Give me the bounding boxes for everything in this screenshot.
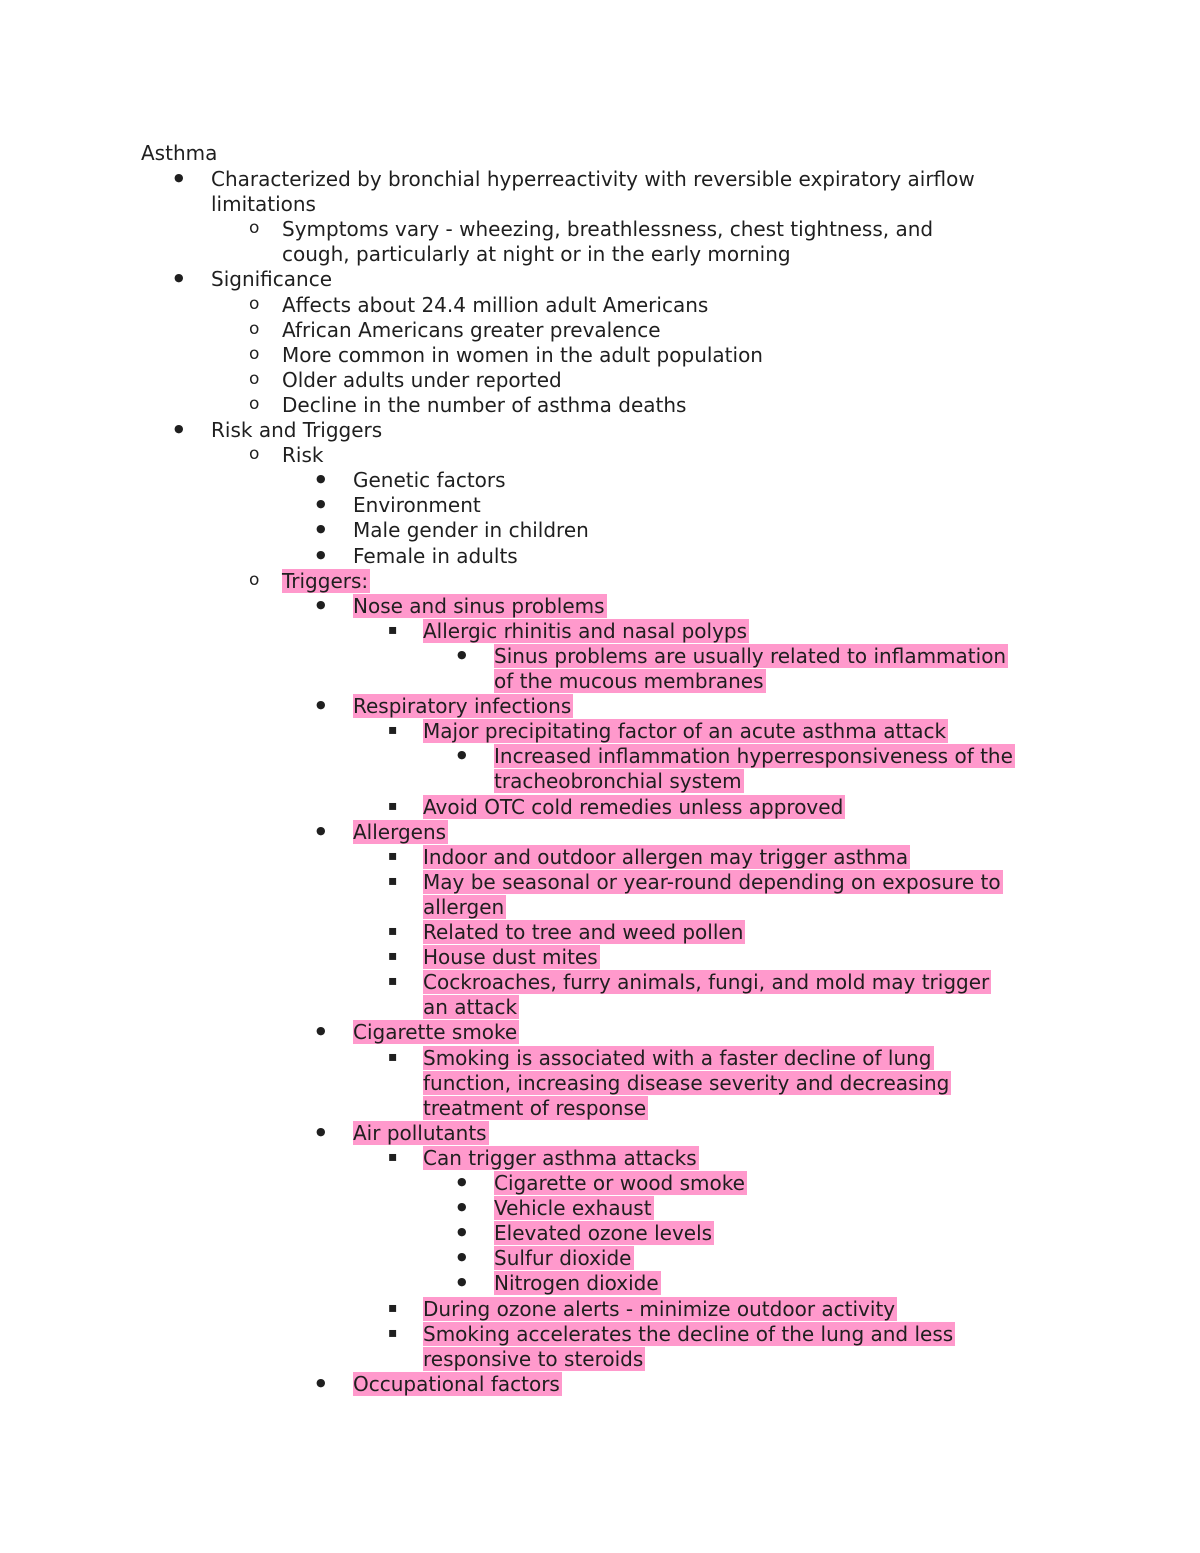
outline-line [211, 418, 384, 442]
circle-marker-icon [249, 318, 259, 342]
outline-item-text: Environment [353, 493, 481, 517]
outline-line [423, 1046, 934, 1070]
outline-item-text: Vehicle exhaust [494, 1196, 652, 1220]
bullet-marker-icon [457, 1196, 467, 1220]
outline-line [423, 995, 519, 1019]
outline-item-text: Avoid OTC cold remedies unless approved [423, 795, 844, 819]
square-marker-icon [388, 1322, 398, 1346]
outline-line [282, 368, 564, 392]
outline-item-text: May be seasonal or year-round depending on exposure to [423, 870, 1001, 894]
outline-item-text: Sinus problems are usually related to inflammation [494, 644, 1007, 668]
outline-item-text: Can trigger asthma attacks [423, 1146, 697, 1170]
outline-line [282, 569, 370, 593]
outline-item-text: treatment of response [423, 1096, 647, 1120]
outline-item-text: Air pollutants [353, 1121, 487, 1145]
circle-marker-icon [249, 217, 259, 241]
circle-marker-icon [249, 368, 259, 392]
bullet-marker-icon [316, 594, 326, 618]
outline-line [494, 1221, 714, 1245]
outline-line [353, 594, 607, 618]
outline-line [423, 795, 845, 819]
outline-item-text: Symptoms vary - wheezing, breathlessness, chest tightness, and [282, 217, 934, 241]
square-marker-icon [388, 845, 398, 869]
circle-marker-icon [249, 443, 259, 467]
outline-line [423, 970, 991, 994]
outline-line [211, 192, 318, 216]
bullet-marker-icon [316, 820, 326, 844]
bullet-marker-icon [316, 468, 326, 492]
outline-line [353, 1372, 562, 1396]
outline-line [282, 393, 688, 417]
outline-line [494, 1196, 654, 1220]
bullet-marker-icon [316, 1372, 326, 1396]
square-marker-icon [388, 1297, 398, 1321]
bullet-marker-icon [316, 694, 326, 718]
outline-line [423, 719, 948, 743]
outline-line [423, 870, 1003, 894]
outline-line [494, 669, 766, 693]
outline-line [423, 920, 745, 944]
outline-line [494, 1271, 661, 1295]
outline-item-text: Affects about 24.4 million adult Americans [282, 293, 709, 317]
outline-line [494, 769, 744, 793]
outline-item-text: Genetic factors [353, 468, 506, 492]
outline-line [282, 293, 710, 317]
outline-line [353, 820, 448, 844]
square-marker-icon [388, 719, 398, 743]
outline-item-text: an attack [423, 995, 518, 1019]
outline-item-text: Major precipitating factor of an acute asthma attack [423, 719, 947, 743]
outline-item-text: During ozone alerts - minimize outdoor activity [423, 1297, 896, 1321]
outline-item-text: allergen [423, 895, 505, 919]
bullet-marker-icon [316, 493, 326, 517]
circle-marker-icon [249, 343, 259, 367]
outline-item-text: Elevated ozone levels [494, 1221, 713, 1245]
bullet-marker-icon [457, 644, 467, 668]
bullet-marker-icon [174, 167, 184, 191]
outline-line [423, 1096, 648, 1120]
outline-item-text: House dust mites [423, 945, 598, 969]
document-title: Asthma [141, 141, 218, 165]
square-marker-icon [388, 945, 398, 969]
outline-item-text: Occupational factors [353, 1372, 560, 1396]
square-marker-icon [388, 970, 398, 994]
outline-item-text: Female in adults [353, 544, 518, 568]
bullet-marker-icon [457, 1271, 467, 1295]
square-marker-icon [388, 1046, 398, 1070]
outline-item-text: tracheobronchial system [494, 769, 742, 793]
outline-line [353, 1121, 489, 1145]
outline-item-text: Indoor and outdoor allergen may trigger asthma [423, 845, 909, 869]
outline-item-text: Allergens [353, 820, 447, 844]
outline-item-text: Male gender in children [353, 518, 589, 542]
outline-item-text: Decline in the number of asthma deaths [282, 393, 687, 417]
bullet-marker-icon [457, 1246, 467, 1270]
outline-line [282, 318, 663, 342]
bullet-marker-icon [316, 518, 326, 542]
outline-line [423, 1071, 951, 1095]
outline-line [423, 1146, 699, 1170]
outline-item-text: cough, particularly at night or in the early morning [282, 242, 791, 266]
outline-item-text: Cockroaches, furry animals, fungi, and mold may trigger [423, 970, 990, 994]
circle-marker-icon [249, 569, 259, 593]
circle-marker-icon [249, 393, 259, 417]
outline-item-text: Smoking accelerates the decline of the lung and less [423, 1322, 954, 1346]
outline-line [353, 468, 508, 492]
outline-item-text: Significance [211, 267, 333, 291]
outline-item-text: Respiratory infections [353, 694, 572, 718]
outline-line [494, 1246, 634, 1270]
outline-line [353, 493, 483, 517]
outline-line [423, 895, 506, 919]
outline-item-text: function, increasing disease severity and decreasing [423, 1071, 950, 1095]
outline-line [423, 619, 749, 643]
outline-item-text: limitations [211, 192, 316, 216]
square-marker-icon [388, 619, 398, 643]
outline-line [494, 1171, 747, 1195]
outline-item-text: Increased inflammation hyperresponsiveness of the [494, 744, 1013, 768]
outline-line [423, 1297, 897, 1321]
outline-line [494, 744, 1015, 768]
outline-line [423, 1322, 955, 1346]
bullet-marker-icon [174, 267, 184, 291]
bullet-marker-icon [457, 1221, 467, 1245]
outline-item-text: Characterized by bronchial hyperreactivity with reversible expiratory airflow [211, 167, 975, 191]
outline-line [282, 443, 325, 467]
outline-line [353, 544, 520, 568]
outline-line [282, 217, 935, 241]
bullet-marker-icon [316, 544, 326, 568]
outline-item-text: Allergic rhinitis and nasal polyps [423, 619, 748, 643]
outline-item-text: of the mucous membranes [494, 669, 764, 693]
circle-marker-icon [249, 293, 259, 317]
outline-item-text: African Americans greater prevalence [282, 318, 661, 342]
square-marker-icon [388, 920, 398, 944]
outline-item-text: Risk [282, 443, 324, 467]
bullet-marker-icon [316, 1121, 326, 1145]
outline-line [282, 343, 765, 367]
outline-item-text: Sulfur dioxide [494, 1246, 632, 1270]
outline-line [282, 242, 793, 266]
outline-item-text: Nitrogen dioxide [494, 1271, 659, 1295]
outline-line [353, 1020, 519, 1044]
outline-item-text: Cigarette smoke [353, 1020, 518, 1044]
outline-line [423, 1347, 645, 1371]
outline-item-text: Nose and sinus problems [353, 594, 605, 618]
bullet-marker-icon [457, 744, 467, 768]
square-marker-icon [388, 870, 398, 894]
outline-item-text: Older adults under reported [282, 368, 562, 392]
outline-item-text: Smoking is associated with a faster decline of lung [423, 1046, 932, 1070]
bullet-marker-icon [316, 1020, 326, 1044]
outline-item-text: responsive to steroids [423, 1347, 644, 1371]
outline-line [211, 167, 977, 191]
outline-line [423, 845, 910, 869]
square-marker-icon [388, 795, 398, 819]
outline-line [211, 267, 334, 291]
outline-item-text: Related to tree and weed pollen [423, 920, 744, 944]
bullet-marker-icon [457, 1171, 467, 1195]
outline-line [353, 518, 591, 542]
outline-item-text: More common in women in the adult population [282, 343, 763, 367]
outline-line [494, 644, 1008, 668]
outline-item-text: Cigarette or wood smoke [494, 1171, 745, 1195]
bullet-marker-icon [174, 418, 184, 442]
outline-line [353, 694, 573, 718]
square-marker-icon [388, 1146, 398, 1170]
outline-line [423, 945, 600, 969]
outline-item-text: Risk and Triggers [211, 418, 383, 442]
outline-item-text: Triggers: [282, 569, 369, 593]
